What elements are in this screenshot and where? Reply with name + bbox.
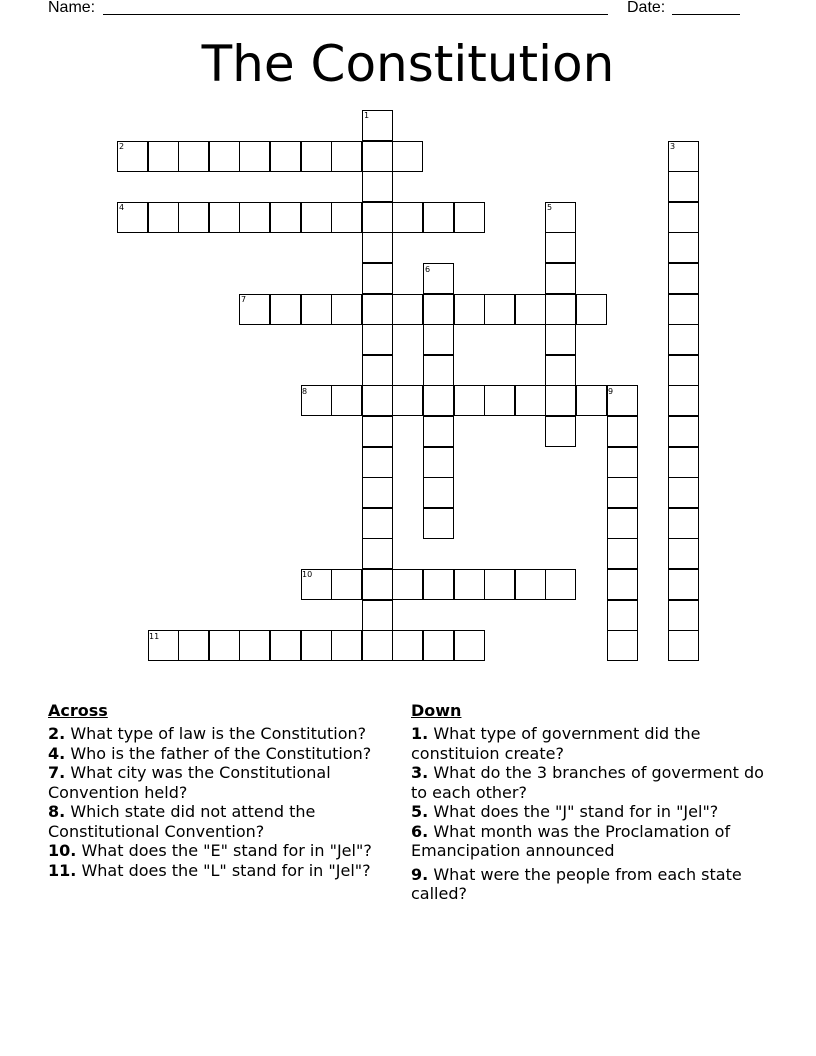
across-clue-4: 4. Who is the father of the Constitution? — [48, 743, 372, 763]
crossword-cell[interactable] — [301, 630, 332, 661]
crossword-cell[interactable] — [362, 385, 393, 416]
across-clue-10: 10. What does the "E" stand for in "Jel"? — [48, 841, 372, 860]
crossword-cell[interactable] — [331, 569, 362, 600]
crossword-cell[interactable] — [668, 263, 699, 294]
crossword-cell[interactable] — [423, 569, 454, 600]
crossword-cell[interactable] — [148, 202, 179, 233]
crossword-cell[interactable] — [607, 600, 638, 631]
crossword-cell[interactable] — [331, 202, 362, 233]
crossword-cell[interactable] — [668, 355, 699, 386]
clue-number-1: 1 — [364, 111, 370, 120]
crossword-cell[interactable] — [545, 294, 576, 325]
crossword-cell[interactable] — [607, 477, 638, 508]
crossword-cell[interactable] — [668, 171, 699, 202]
down-clue-5: 5. What does the "J" stand for in "Jel"? — [411, 802, 719, 821]
crossword-cell[interactable] — [454, 630, 485, 661]
crossword-cell[interactable] — [301, 294, 332, 325]
crossword-cell[interactable] — [392, 385, 423, 416]
down-clue-1: 1. What type of government did the constituion create? — [411, 724, 701, 763]
crossword-cell[interactable] — [607, 508, 638, 539]
crossword-cell[interactable] — [545, 263, 576, 294]
down-clues — [411, 700, 766, 904]
crossword-cell[interactable] — [545, 569, 576, 600]
crossword-cell[interactable] — [362, 538, 393, 569]
crossword-cell[interactable] — [454, 202, 485, 233]
clue-number-3: 3 — [670, 142, 676, 151]
crossword-cell[interactable] — [331, 385, 362, 416]
crossword-cell[interactable] — [423, 477, 454, 508]
crossword-cell[interactable] — [607, 416, 638, 447]
crossword-cell[interactable] — [484, 385, 515, 416]
crossword-cell[interactable] — [545, 385, 576, 416]
across-clue-7: 7. What city was the Constitutional Convention held? — [48, 763, 331, 802]
across-clue-8: 8. Which state did not attend the Constitutional Convention? — [48, 802, 316, 841]
page-title: The Constitution — [201, 35, 615, 93]
crossword-cell[interactable] — [423, 416, 454, 447]
clue-number-8: 8 — [302, 387, 308, 396]
crossword-cell[interactable] — [668, 569, 699, 600]
crossword-cell[interactable] — [270, 630, 301, 661]
crossword-cell[interactable] — [515, 569, 546, 600]
crossword-cell[interactable] — [362, 508, 393, 539]
crossword-cell[interactable] — [668, 508, 699, 539]
across-clue-11: 11. What does the "L" stand for in "Jel"? — [48, 860, 371, 880]
crossword-cell[interactable] — [362, 630, 393, 661]
crossword-cell[interactable] — [362, 263, 393, 294]
crossword-cell[interactable] — [607, 538, 638, 569]
crossword-cell[interactable] — [668, 232, 699, 263]
crossword-cell[interactable] — [270, 141, 301, 172]
crossword-cell[interactable] — [239, 630, 270, 661]
crossword-cell[interactable] — [209, 141, 240, 172]
crossword-cell[interactable] — [362, 202, 393, 233]
crossword-cell[interactable] — [392, 569, 423, 600]
crossword-cell[interactable] — [423, 385, 454, 416]
crossword-cell[interactable] — [576, 385, 607, 416]
crossword-cell[interactable] — [607, 447, 638, 478]
crossword-cell[interactable] — [362, 141, 393, 172]
crossword-cell[interactable] — [668, 477, 699, 508]
crossword-cell[interactable] — [362, 447, 393, 478]
crossword-cell[interactable] — [545, 232, 576, 263]
clue-number-11: 11 — [149, 632, 160, 641]
crossword-cell[interactable] — [362, 477, 393, 508]
crossword-cell[interactable] — [423, 202, 454, 233]
crossword-cell[interactable] — [515, 385, 546, 416]
crossword-cell[interactable] — [668, 324, 699, 355]
crossword-cell[interactable] — [209, 202, 240, 233]
crossword-cell[interactable] — [607, 569, 638, 600]
crossword-cell[interactable] — [362, 324, 393, 355]
crossword-cell[interactable] — [454, 385, 485, 416]
crossword-cell[interactable] — [668, 385, 699, 416]
crossword-cell[interactable] — [362, 232, 393, 263]
crossword-cell[interactable] — [668, 538, 699, 569]
crossword-cell[interactable] — [270, 294, 301, 325]
crossword-cell[interactable] — [239, 141, 270, 172]
crossword-cell[interactable] — [668, 202, 699, 233]
across-heading: Across — [48, 701, 108, 720]
clue-number-2: 2 — [119, 142, 125, 151]
crossword-cell[interactable] — [148, 141, 179, 172]
crossword-cell[interactable] — [545, 416, 576, 447]
crossword-cell[interactable] — [668, 416, 699, 447]
crossword-cell[interactable] — [362, 569, 393, 600]
down-clue-6: 6. What month was the Proclamation of Emancipation announced — [411, 821, 731, 860]
clue-number-9: 9 — [608, 387, 614, 396]
crossword-cell[interactable] — [484, 569, 515, 600]
crossword-cell[interactable] — [362, 171, 393, 202]
crossword-cell[interactable] — [454, 294, 485, 325]
crossword-cell[interactable] — [270, 202, 301, 233]
crossword-cell[interactable] — [515, 294, 546, 325]
crossword-cell[interactable] — [362, 416, 393, 447]
down-clue-3: 3. What do the 3 branches of goverment do to each other? — [411, 763, 764, 802]
clue-number-7: 7 — [241, 295, 247, 304]
crossword-cell[interactable] — [545, 324, 576, 355]
crossword-cell[interactable] — [576, 294, 607, 325]
crossword-cell[interactable] — [423, 630, 454, 661]
crossword-cell[interactable] — [209, 630, 240, 661]
crossword-cell[interactable] — [362, 600, 393, 631]
clue-number-10: 10 — [302, 570, 313, 579]
crossword-cell[interactable] — [331, 630, 362, 661]
crossword-cell[interactable] — [423, 447, 454, 478]
crossword-cell[interactable] — [484, 294, 515, 325]
crossword-cell[interactable] — [392, 630, 423, 661]
crossword-cell[interactable] — [178, 202, 209, 233]
crossword-cell[interactable] — [454, 569, 485, 600]
crossword-cell[interactable] — [178, 141, 209, 172]
crossword-cell[interactable] — [423, 324, 454, 355]
crossword-cell[interactable] — [545, 355, 576, 386]
crossword-cell[interactable] — [331, 141, 362, 172]
clue-number-4: 4 — [119, 203, 125, 212]
crossword-cell[interactable] — [423, 508, 454, 539]
crossword-cell[interactable] — [668, 630, 699, 661]
crossword-cell[interactable] — [392, 294, 423, 325]
crossword-cell[interactable] — [423, 294, 454, 325]
crossword-cell[interactable] — [668, 600, 699, 631]
crossword-cell[interactable] — [239, 202, 270, 233]
across-clues — [48, 700, 403, 880]
crossword-cell[interactable] — [423, 355, 454, 386]
crossword-cell[interactable] — [607, 630, 638, 661]
crossword-cell[interactable] — [178, 630, 209, 661]
across-clue-2: 2. What type of law is the Constitution? — [48, 724, 367, 743]
down-clue-9: 9. What were the people from each state called? — [411, 864, 742, 903]
crossword-cell[interactable] — [362, 355, 393, 386]
crossword-cell[interactable] — [362, 294, 393, 325]
clue-number-6: 6 — [425, 265, 431, 274]
down-heading: Down — [411, 701, 462, 720]
date-label: Date: — [627, 0, 666, 16]
crossword-cell[interactable] — [668, 294, 699, 325]
clue-number-5: 5 — [547, 203, 553, 212]
crossword-cell[interactable] — [301, 141, 332, 172]
crossword-cell[interactable] — [392, 141, 423, 172]
crossword-cell[interactable] — [301, 202, 332, 233]
name-label: Name: — [48, 0, 96, 16]
crossword-cell[interactable] — [331, 294, 362, 325]
crossword-cell[interactable] — [668, 447, 699, 478]
crossword-cell[interactable] — [392, 202, 423, 233]
